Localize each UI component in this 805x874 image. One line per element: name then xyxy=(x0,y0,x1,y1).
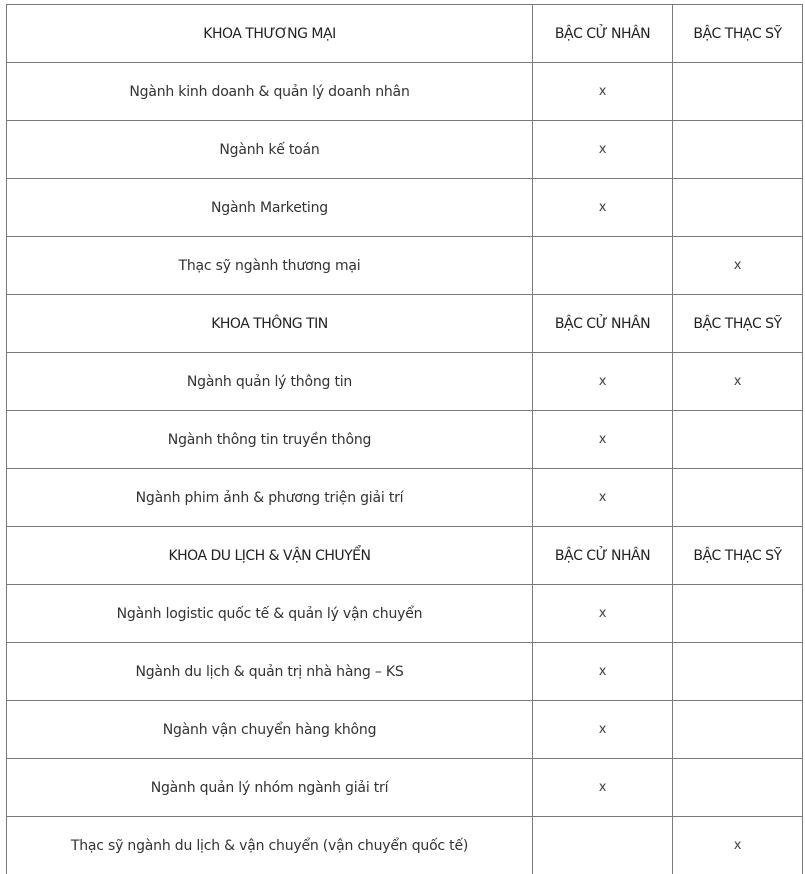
program-name: Ngành quản lý nhóm ngành giải trí xyxy=(7,759,533,817)
table-row xyxy=(7,701,803,759)
master-mark: x xyxy=(673,353,803,411)
program-name: Ngành Marketing xyxy=(7,179,533,237)
master-mark: x xyxy=(673,817,803,874)
bachelor-mark xyxy=(533,817,673,874)
table-row xyxy=(7,469,803,527)
bachelor-mark: x xyxy=(533,63,673,121)
table-row xyxy=(7,759,803,817)
bachelor-mark: x xyxy=(533,759,673,817)
section-title: KHOA DU LỊCH & VẬN CHUYỂN xyxy=(7,527,533,585)
bachelor-mark xyxy=(533,237,673,295)
table-row xyxy=(7,817,803,874)
bachelor-mark: x xyxy=(533,643,673,701)
master-mark xyxy=(673,411,803,469)
program-name: Ngành quản lý thông tin xyxy=(7,353,533,411)
program-name: Thạc sỹ ngành du lịch & vận chuyển (vận chuyển quốc tế) xyxy=(7,817,533,874)
table-row xyxy=(7,121,803,179)
master-mark xyxy=(673,179,803,237)
master-mark xyxy=(673,63,803,121)
program-name: Ngành vận chuyển hàng không xyxy=(7,701,533,759)
bachelor-mark: x xyxy=(533,179,673,237)
programs-table xyxy=(6,4,803,874)
program-name: Ngành logistic quốc tế & quản lý vận chuyển xyxy=(7,585,533,643)
bachelor-mark: x xyxy=(533,469,673,527)
program-name: Thạc sỹ ngành thương mại xyxy=(7,237,533,295)
bachelor-mark: x xyxy=(533,411,673,469)
program-name: Ngành phim ảnh & phương triện giải trí xyxy=(7,469,533,527)
column-header-bachelor: BẬC CỬ NHÂN xyxy=(533,295,673,353)
column-header-master: BẬC THẠC SỸ xyxy=(673,295,803,353)
column-header-bachelor: BẬC CỬ NHÂN xyxy=(533,5,673,63)
section-header-row xyxy=(7,295,803,353)
table-row xyxy=(7,237,803,295)
column-header-master: BẬC THẠC SỸ xyxy=(673,5,803,63)
bachelor-mark: x xyxy=(533,585,673,643)
program-name: Ngành du lịch & quản trị nhà hàng – KS xyxy=(7,643,533,701)
master-mark xyxy=(673,469,803,527)
table-row xyxy=(7,63,803,121)
bachelor-mark: x xyxy=(533,121,673,179)
master-mark xyxy=(673,701,803,759)
master-mark xyxy=(673,121,803,179)
table-row xyxy=(7,643,803,701)
program-name: Ngành kế toán xyxy=(7,121,533,179)
program-name: Ngành thông tin truyền thông xyxy=(7,411,533,469)
section-header-row xyxy=(7,527,803,585)
table-row xyxy=(7,585,803,643)
program-name: Ngành kinh doanh & quản lý doanh nhân xyxy=(7,63,533,121)
master-mark xyxy=(673,759,803,817)
column-header-bachelor: BẬC CỬ NHÂN xyxy=(533,527,673,585)
table-row xyxy=(7,353,803,411)
column-header-master: BẬC THẠC SỸ xyxy=(673,527,803,585)
section-header-row xyxy=(7,5,803,63)
master-mark xyxy=(673,585,803,643)
section-title: KHOA THƯƠNG MẠI xyxy=(7,5,533,63)
table-row xyxy=(7,411,803,469)
section-title: KHOA THÔNG TIN xyxy=(7,295,533,353)
table-row xyxy=(7,179,803,237)
master-mark: x xyxy=(673,237,803,295)
master-mark xyxy=(673,643,803,701)
bachelor-mark: x xyxy=(533,701,673,759)
bachelor-mark: x xyxy=(533,353,673,411)
